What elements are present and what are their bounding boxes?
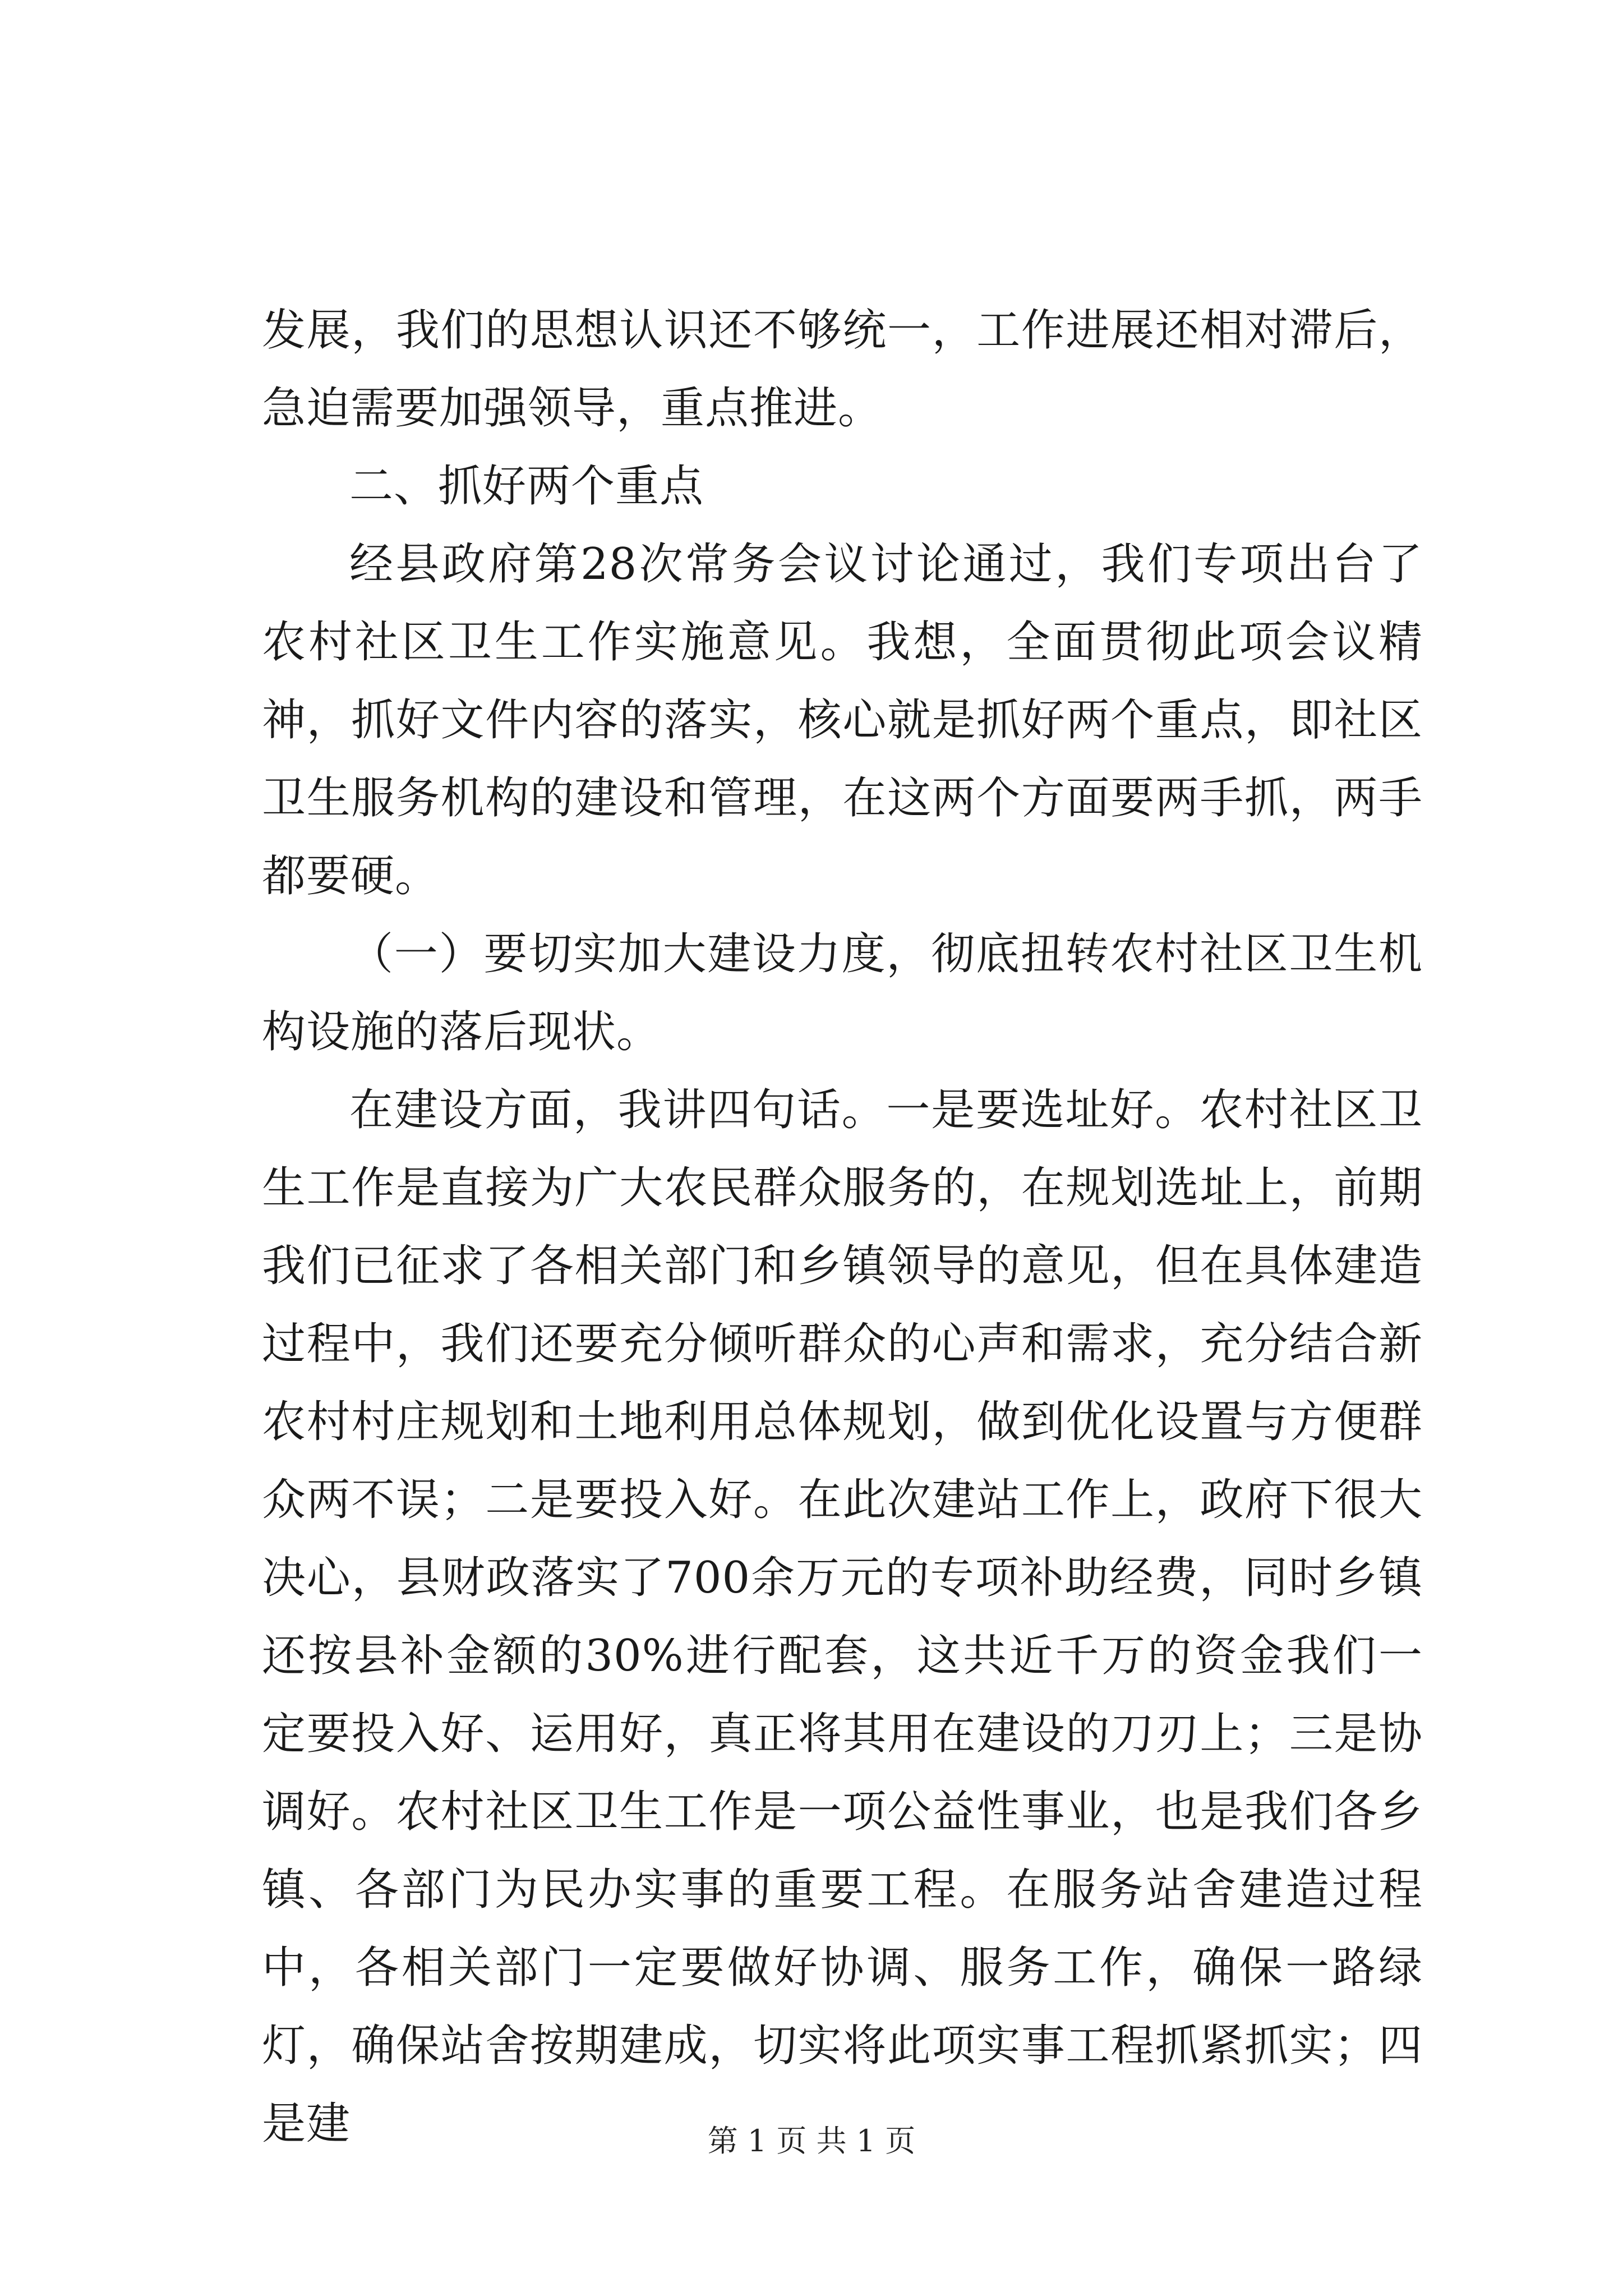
section-heading: 二、抓好两个重点 [349, 461, 704, 512]
page-footer: 第 1 页 共 1 页 [707, 2123, 916, 2159]
paragraph: 经县政府第28次常务会议讨论通过，我们专项出台了农村社区卫生工作实施意见。我想，全面贯彻此项会议精神，抓好文件内容的落实，核心就是抓好两个重点，即社区卫生服务机构的建设和管理，在这两个方面要两手抓，两手都要硬。 [262, 539, 1423, 901]
paragraph-continuation: 发展，我们的思想认识还不够统一，工作进展还相对滞后，急迫需要加强领导，重点推进。 [262, 305, 1423, 434]
document-body [262, 292, 1423, 2163]
paragraph: 在建设方面，我讲四句话。一是要选址好。农村社区卫生工作是直接为广大农民群众服务的，在规划选址上，前期我们已征求了各相关部门和乡镇领导的意见，但在具体建造过程中，我们还要充分倾听群众的心声和需求，充分结合新农村村庄规划和土地利用总体规划，做到优化设置与方便群众两不误；二是要投入好。在此次建站工作上，政府下很大决心，县财政落实了700余万元的专项补助经费，同时乡镇还按县补金额的30%进行配套，这共近千万的资金我们一定要投入好、运用好，真正将其用在建设的刀刃上；三是协调好。农村社区卫生工作是一项公益性事业，也是我们各乡镇、各部门为民办实事的重要工程。在服务站舍建造过程中，各相关部门一定要做好协调、服务工作，确保一路绿灯，确保站舍按期建成，切实将此项实事工程抓紧抓实；四是建 [262, 1085, 1423, 2149]
subsection-heading: （一）要切实加大建设力度，彻底扭转农村社区卫生机构设施的落后现状。 [262, 929, 1423, 1057]
